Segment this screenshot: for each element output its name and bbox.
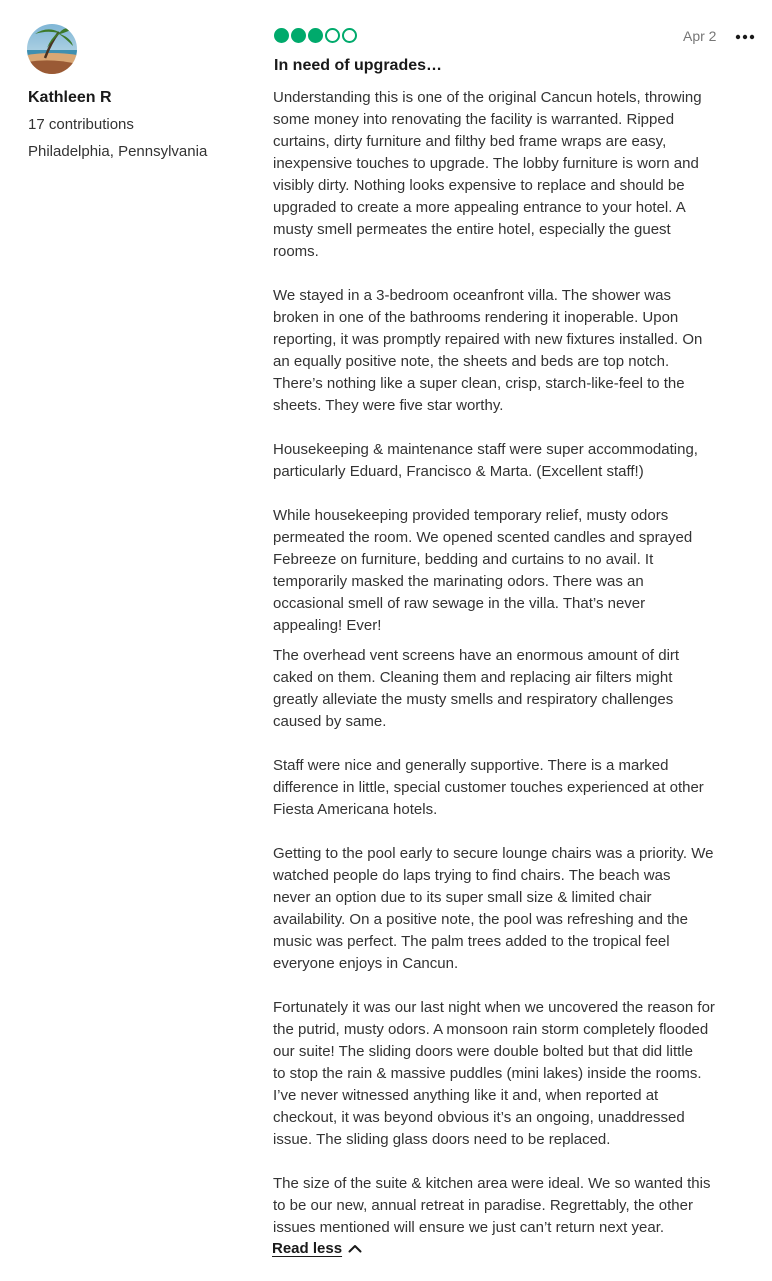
review-paragraph: We stayed in a 3-bedroom oceanfront villa. The shower was broken in one of the bathrooms rendering it inoperable. Upon reporting, it was promptly repaired with new fixtures installed. On an equally positive note, the sheets and beds are top notch. There’s nothing like a super clean, crisp, starch-like-feel to the sheets. They were five star worthy. (273, 287, 703, 414)
reviewer-contributions: 17 contributions (28, 116, 134, 133)
rating-bubble-icon (274, 28, 289, 43)
more-options-button[interactable] (733, 27, 757, 47)
review-paragraph: Understanding this is one of the original Cancun hotels, throwing some money into renovating the facility is warranted. Ripped curtains, dirty furniture and filthy bed frame wraps are easy, inexpensive touches to upgrade. The lobby furniture is worn and visibly dirty. Nothing looks expensive to replace and should be upgraded to create a more appealing entrance to your hotel. A musty smell permeates the entire hotel, especially the guest rooms. (273, 89, 702, 260)
review-paragraph: Getting to the pool early to secure lounge chairs was a priority. We watched people do laps trying to find chairs. The beach was never an option due to its super small size & limited chair availability. On a positive note, the pool was refreshing and the music was perfect. The palm trees added to the tropical feel everyone enjoys in Cancun. (273, 845, 714, 972)
review-title: In need of upgrades… (274, 57, 443, 74)
reviewer-name[interactable]: Kathleen R (28, 89, 112, 106)
rating-bubbles (274, 28, 357, 43)
chevron-up-icon (348, 1244, 362, 1253)
rating-bubble-icon (342, 28, 357, 43)
review-paragraph: The overhead vent screens have an enormous amount of dirt caked on them. Cleaning them and replacing air filters might greatly alleviate the musty smells and respiratory challenges caused by same. (273, 647, 680, 730)
review-paragraph: Fortunately it was our last night when we uncovered the reason for the putrid, musty odors. A monsoon rain storm completely flooded our suite! The sliding doors were double bolted but that did little to stop the rain & massive puddles (mini lakes) inside the rooms. I’ve never witnessed anything like it and, when reported at checkout, it was beyond obvious it’s an ongoing, unaddressed issue. The sliding glass doors need to be replaced. (273, 999, 715, 1148)
review-paragraph: Staff were nice and generally supportive. There is a marked difference in little, special customer touches experienced at other Fiesta Americana hotels. (273, 757, 704, 818)
rating-bubble-icon (325, 28, 340, 43)
review-date: Apr 2 (683, 28, 717, 44)
review-body (273, 87, 761, 1239)
rating-bubble-icon (308, 28, 323, 43)
review-paragraph: While housekeeping provided temporary relief, musty odors permeated the room. We opened scented candles and sprayed Febreeze on furniture, bedding and curtains to no avail. It temporarily masked the marinating odors. There was an occasional smell of raw sewage in the villa. That’s never appealing! Ever! (273, 507, 693, 634)
read-less-label: Read less (272, 1240, 343, 1257)
more-horizontal-icon (735, 34, 755, 40)
avatar[interactable] (27, 24, 77, 74)
review-paragraph: Housekeeping & maintenance staff were super accommodating, particularly Eduard, Francisco & Marta. (Excellent staff!) (273, 441, 698, 480)
reviewer-location: Philadelphia, Pennsylvania (28, 143, 208, 160)
rating-bubble-icon (291, 28, 306, 43)
review-paragraph: The size of the suite & kitchen area were ideal. We so wanted this to be our new, annual retreat in paradise. Regrettably, the other issues mentioned will ensure we just can’t return next year. (273, 1175, 711, 1236)
read-less-button[interactable] (272, 1240, 362, 1257)
